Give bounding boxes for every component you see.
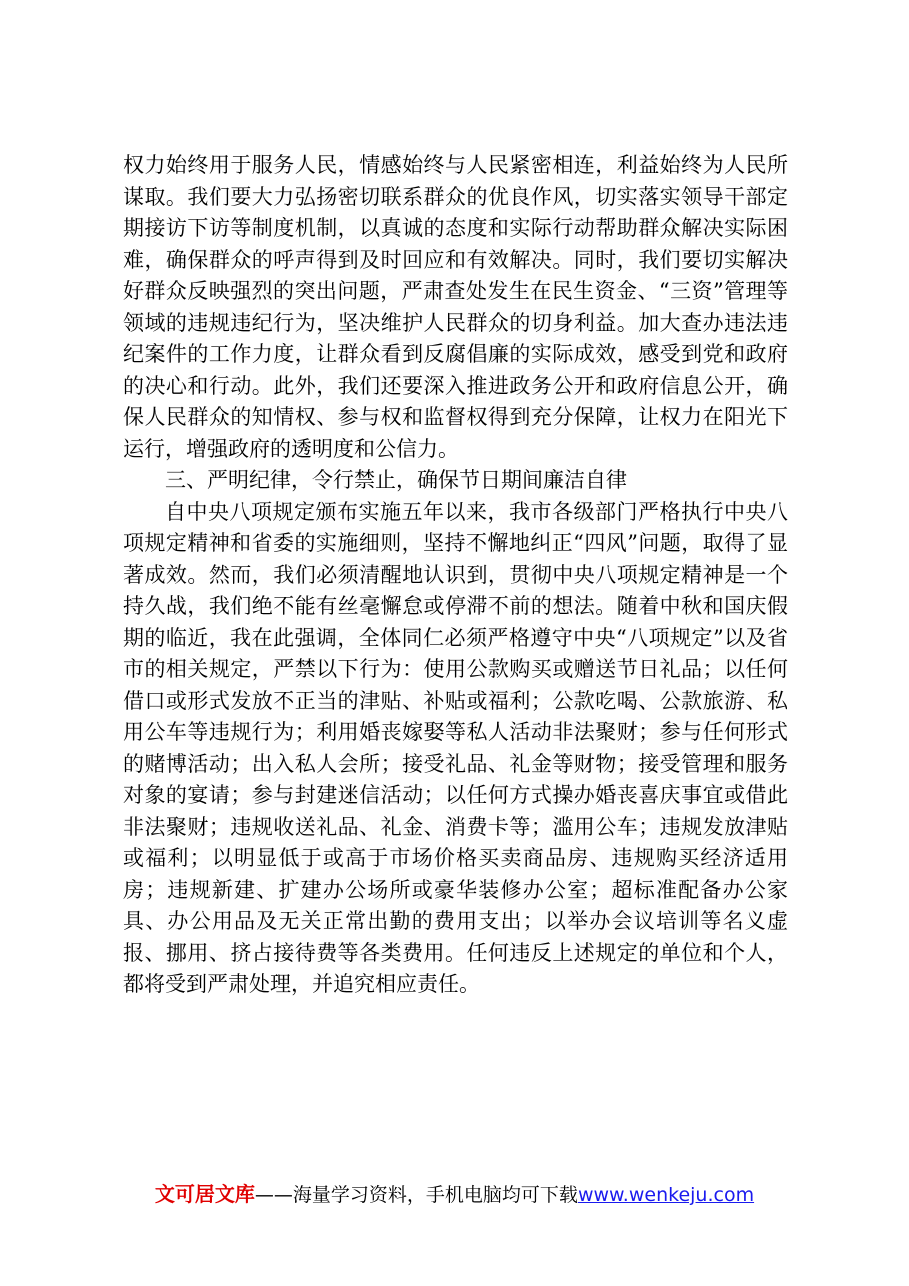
footer-banner xyxy=(0,1180,909,1209)
footer-tagline: ——海量学习资料，手机电脑均可下载 xyxy=(254,1184,578,1206)
document-body xyxy=(123,150,788,1001)
section-heading: 三、严明纪律，令行禁止，确保节日期间廉洁自律 xyxy=(165,468,627,492)
body-paragraph: 权力始终用于服务人民，情感始终与人民紧密相连，利益始终为人民所谋取。我们要大力弘扬密切联系群众的优良作风，切实落实领导干部定期接访下访等制度机制，以真诚的态度和实际行动帮助群众解决实际困难，确保群众的呼声得到及时回应和有效解决。同时，我们要切实解决好群众反映强烈的突出问题，严肃查处发生在民生资金、“三资”管理等领域的违规违纪行为，坚决维护人民群众的切身利益。加大查办违法违纪案件的工作力度，让群众看到反腐倡廉的实际成效，感受到党和政府的决心和行动。此外，我们还要深入推进政务公开和政府信息公开，确保人民群众的知情权、参与权和监督权得到充分保障，让权力在阳光下运行，增强政府的透明度和公信力。 xyxy=(123,153,788,461)
body-paragraph: 自中央八项规定颁布实施五年以来，我市各级部门严格执行中央八项规定精神和省委的实施细则，坚持不懈地纠正“四风”问题，取得了显著成效。然而，我们必须清醒地认识到，贯彻中央八项规定精神是一个持久战，我们绝不能有丝毫懈怠或停滞不前的想法。随着中秋和国庆假期的临近，我在此强调，全体同仁必须严格遵守中央“八项规定”以及省市的相关规定，严禁以下行为：使用公款购买或赠送节日礼品；以任何借口或形式发放不正当的津贴、补贴或福利；公款吃喝、公款旅游、私用公车等违规行为；利用婚丧嫁娶等私人活动非法聚财；参与任何形式的赌博活动；出入私人会所；接受礼品、礼金等财物；接受管理和服务对象的宴请；参与封建迷信活动；以任何方式操办婚丧喜庆事宜或借此非法聚财；违规收送礼品、礼金、消费卡等；滥用公车；违规发放津贴或福利；以明显低于或高于市场价格买卖商品房、违规购买经济适用房；违规新建、扩建办公场所或豪华装修办公室；超标准配备办公家具、办公用品及无关正常出勤的费用支出；以举办会议培训等名义虚报、挪用、挤占接待费等各类费用。任何违反上述规定的单位和个人，都将受到严肃处理，并追究相应责任。 xyxy=(123,499,788,996)
footer-link[interactable]: www.wenkeju.com xyxy=(577,1184,755,1206)
footer-brand: 文可居文库 xyxy=(154,1182,255,1206)
